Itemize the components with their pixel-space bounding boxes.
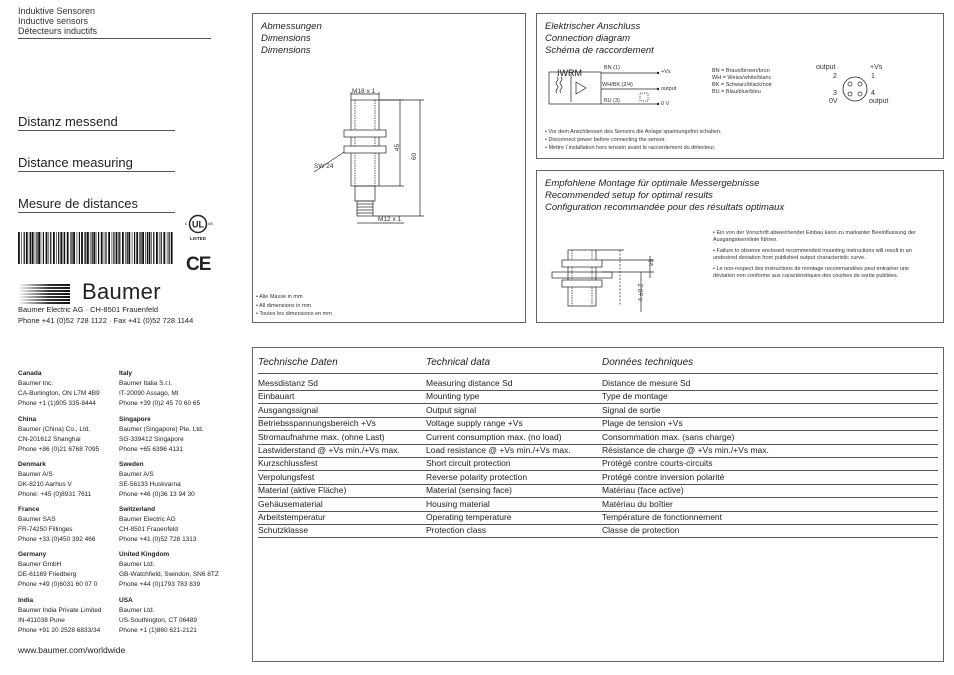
dim-note-de: • Alle Masse in mm	[256, 294, 303, 300]
office-country: Italy	[119, 370, 133, 377]
cell-de: Gehäusematerial	[258, 498, 323, 509]
table-row	[258, 484, 938, 498]
office-line: Phone +65 6396 4131	[119, 446, 184, 453]
pin-whbk: WH/BK (2/4)	[602, 82, 633, 88]
cell-fr: Matériau (face active)	[602, 485, 684, 496]
terminal-output: output	[661, 86, 677, 92]
office-usa	[119, 596, 197, 636]
conn-output-bottom: output	[869, 98, 889, 105]
office-line: SG-339412 Singapore	[119, 436, 184, 443]
cell-en: Measuring distance Sd	[426, 378, 513, 388]
cell-fr: Classe de protection	[602, 525, 680, 536]
table-row	[258, 498, 938, 512]
company-phone: Phone +41 (0)52 728 1122 · Fax +41 (0)52 728 1144	[18, 316, 194, 325]
office-country: Sweden	[119, 461, 144, 468]
barcode	[18, 232, 173, 264]
office-line: Baumer India Private Limited	[18, 607, 102, 614]
cell-de: Lastwiderstand @ +Vs min./+Vs max.	[258, 445, 400, 455]
table-row	[258, 471, 938, 485]
table-row	[258, 511, 938, 525]
office-switzerland	[119, 505, 197, 545]
listed-text: LISTED	[189, 236, 207, 241]
dim-note-fr: • Toutes les dimensions en mm	[256, 311, 332, 317]
wire-legend	[712, 68, 772, 96]
mount-dim-a: ≥9	[648, 258, 656, 267]
office-line: Baumer A/S	[119, 471, 154, 478]
office-line: Phone +44 (0)1793 783 839	[119, 581, 201, 588]
office-united-kingdom	[119, 550, 219, 590]
table-row	[258, 377, 938, 391]
length-60-label: 60	[411, 152, 419, 161]
mounting-drawing	[546, 240, 666, 315]
cell-de: Schutzklasse	[258, 525, 309, 536]
header-rule	[18, 38, 211, 39]
office-line: GB-Watchfield, Swindon, SN6 8TZ	[119, 571, 219, 578]
terminal-0v: 0 V	[661, 101, 670, 107]
table-row	[258, 444, 938, 458]
table-row	[258, 457, 938, 471]
office-country: China	[18, 416, 37, 423]
cell-en: Mounting type	[426, 391, 480, 402]
conn-p4: 4	[871, 90, 875, 97]
office-line: CN-201612 Shanghai	[18, 436, 81, 443]
office-line: CH-8501 Frauenfeld	[119, 526, 178, 533]
cell-fr: Matériau du boîtier	[602, 498, 673, 509]
cell-fr: Signal de sortie	[602, 404, 661, 415]
title-fr: Mesure de distances	[18, 196, 138, 211]
length-45-label: 45	[394, 143, 402, 152]
cell-fr: Protégé contre courts-circuits	[602, 458, 713, 469]
office-country: Denmark	[18, 461, 46, 468]
office-italy	[119, 369, 200, 409]
office-line: Baumer Ltd.	[119, 561, 155, 568]
mount-note-fr: • Le non-respect des instructions de montage recommandées peut entrainer une déviation non conforme aux caractéristiques des courbes de sortie publiées.	[713, 266, 910, 279]
office-country: India	[18, 597, 34, 604]
cell-en: Load resistance @ +Vs min./+Vs max.	[426, 445, 571, 455]
conn-note-fr: • Mettre l´installation hors tension avant le raccordement du détecteur.	[545, 145, 716, 151]
office-country: Germany	[18, 551, 47, 558]
title-en: Distance measuring	[18, 155, 133, 170]
cell-de: Arbeitstemperatur	[258, 512, 326, 522]
office-line: Baumer SAS	[18, 516, 56, 523]
office-line: Baumer (Singapore) Pte. Ltd.	[119, 426, 204, 433]
conn-p3: 3	[833, 90, 837, 97]
category-line-de: Induktive Sensoren	[18, 6, 96, 16]
office-line: DK-8210 Aarhus V	[18, 481, 72, 488]
conn-vs: +Vs	[870, 64, 883, 71]
website-link[interactable]: www.baumer.com/worldwide	[18, 645, 126, 655]
office-country: United Kingdom	[119, 551, 170, 558]
thread-top-label: M18 x 1	[352, 88, 376, 95]
legend-wh: WH = Weiss/white/blanc	[712, 75, 772, 81]
office-france	[18, 505, 96, 545]
cell-de: Betriebsspannungsbereich +Vs	[258, 418, 376, 429]
office-line: Phone +46 (0)36 13 94 30	[119, 491, 195, 498]
office-sweden	[119, 460, 195, 500]
office-india	[18, 596, 101, 636]
office-line: IN-411038 Pune	[18, 617, 65, 624]
mount-note-de: • Ein von der Vorschrift abweichender Einbau kann zu markanter Beeinflussung der Ausgangskennlinie führen.	[713, 230, 916, 243]
table-row	[258, 524, 938, 538]
cell-de: Material (aktive Fläche)	[258, 485, 347, 496]
table-row	[258, 390, 938, 404]
tech-header-de: Technische Daten	[258, 357, 338, 368]
office-line: Baumer Electric AG	[119, 516, 176, 523]
pin-bu: BU (3)	[604, 98, 620, 104]
company-address: Baumer Electric AG · CH-8501 Frauenfeld	[18, 305, 159, 314]
dimensions-notes	[256, 293, 332, 319]
category-line-fr: Détecteurs inductifs	[18, 26, 98, 36]
mounting-title-fr: Configuration recommandée pour des résultats optimaux	[545, 202, 785, 213]
legend-bu: BU = Blau/blue/bleu	[712, 89, 761, 95]
conn-note-de: • Vor dem Anschliessen des Sensors die Anlage spannungsfrei schalten.	[545, 129, 722, 135]
connection-title-de: Elektrischer Anschluss	[545, 21, 641, 32]
category-line-en: Inductive sensors	[18, 16, 89, 26]
office-canada	[18, 369, 100, 409]
cell-en: Protection class	[426, 525, 486, 536]
office-line: CA-Burlington, ON L7M 4B9	[18, 390, 100, 397]
connection-title-fr: Schéma de raccordement	[545, 45, 654, 56]
office-line: Phone +49 (0)6031 60 07 0	[18, 581, 98, 588]
tech-header-rule	[258, 373, 938, 374]
office-country: USA	[119, 597, 133, 604]
office-line: Baumer (China) Co., Ltd.	[18, 426, 91, 433]
cell-de: Stromaufnahme max. (ohne Last)	[258, 431, 385, 442]
dim-note-en: • All dimensions in mm	[256, 302, 312, 309]
dimensions-title-fr: Dimensions	[261, 45, 311, 56]
legend-bn: BN = Braun/brown/brun	[712, 68, 770, 74]
office-line: SE-56133 Huskvarna	[119, 481, 181, 488]
cell-de: Kurzschlussfest	[258, 458, 318, 469]
mounting-titles	[545, 178, 784, 214]
tech-header-en: Technical data	[426, 357, 491, 368]
cell-en: Material (sensing face)	[426, 485, 512, 496]
title-de: Distanz messend	[18, 114, 118, 129]
office-line: Phone: +45 (0)8931 7611	[18, 491, 92, 498]
office-germany	[18, 550, 97, 590]
office-country: Canada	[18, 370, 42, 377]
table-row	[258, 417, 938, 431]
office-country: Switzerland	[119, 506, 156, 513]
cell-fr: Résistance de charge @ +Vs min./+Vs max.	[602, 445, 769, 455]
cell-de: Messdistanz Sd	[258, 378, 318, 388]
mounting-title-en: Recommended setup for optimal results	[545, 190, 713, 201]
dimensions-titles	[261, 21, 322, 57]
cell-fr: Protégé contre inversion polarité	[602, 471, 725, 482]
office-line: IT-20090 Assago, MI	[119, 390, 179, 397]
mount-note-en: • Failure to observe enclosed recommended mounting instructions will result in an undesired deviation from published output characteristic curve.	[713, 248, 912, 261]
office-line: Phone +1 (1)860 621-2121	[119, 627, 197, 634]
title-fr-rule	[18, 212, 175, 213]
pin-bn: BN (1)	[604, 65, 620, 71]
title-de-rule	[18, 130, 175, 131]
cell-en: Output signal	[426, 404, 477, 415]
office-country: Singapore	[119, 416, 151, 423]
cell-en: Short circuit protection	[426, 458, 511, 469]
office-country: France	[18, 506, 40, 513]
office-line: Baumer GmbH	[18, 561, 62, 568]
office-line: Phone +39 (0)2 45 70 60 65	[119, 400, 201, 407]
cell-fr: Consommation max. (sans charge)	[602, 431, 735, 442]
dimensions-title-en: Dimensions	[261, 33, 311, 44]
tech-header-fr: Données techniques	[602, 357, 694, 368]
category-header	[18, 6, 210, 36]
svg-text:us: us	[208, 221, 213, 226]
office-line: Phone +86 (0)21 6768 7095	[18, 446, 100, 453]
cell-fr: Distance de mesure Sd	[602, 378, 691, 388]
cell-de: Ausgangssignal	[258, 404, 319, 415]
device-label: IWRM	[557, 68, 582, 78]
office-denmark	[18, 460, 91, 500]
office-line: US-Southington, CT 06489	[119, 617, 197, 624]
table-row	[258, 431, 938, 445]
conn-0v: 0V	[829, 98, 838, 105]
conn-note-en: • Disconnect power before connecting the sensor.	[545, 137, 666, 143]
cell-en: Housing material	[426, 498, 490, 509]
cell-fr: Température de fonctionnement	[602, 512, 723, 522]
office-line: DE-61169 Friedberg	[18, 571, 77, 578]
ul-text: UL	[192, 219, 204, 230]
cell-en: Operating temperature	[426, 512, 512, 522]
cell-fr: Plage de tension +Vs	[602, 418, 683, 429]
dimensions-title-de: Abmessungen	[261, 21, 322, 32]
connection-notes	[545, 128, 722, 152]
office-line: FR-74250 Fillinges	[18, 526, 73, 533]
connection-titles	[545, 21, 654, 57]
cell-en: Current consumption max. (no load)	[426, 431, 562, 442]
mounting-notes	[713, 230, 923, 280]
conn-output-top: output	[816, 64, 836, 71]
mounting-title-de: Empfohlene Montage für optimale Messergebnisse	[545, 178, 760, 189]
ul-listed-mark	[182, 213, 216, 243]
logo-text: Baumer	[82, 279, 161, 304]
connection-title-en: Connection diagram	[545, 33, 631, 44]
cell-en: Reverse polarity protection	[426, 471, 528, 482]
office-line: Baumer Inc.	[18, 380, 54, 387]
office-line: Baumer Ltd.	[119, 607, 155, 614]
cell-fr: Type de montage	[602, 391, 668, 402]
cell-de: Einbauart	[258, 391, 295, 402]
office-china	[18, 415, 99, 455]
title-en-rule	[18, 171, 175, 172]
office-line: Phone +33 (0)450 392 466	[18, 536, 96, 543]
office-line: Phone +1 (1)905 335-8444	[18, 400, 96, 407]
office-line: Baumer Italia S.r.l.	[119, 380, 173, 387]
conn-p1: 1	[871, 73, 875, 80]
legend-bk: BK = Schwarz/black/noir	[712, 82, 772, 88]
connector-pinout	[840, 74, 870, 104]
office-line: Phone +91 20 2528 6833/34	[18, 627, 101, 634]
office-line: Baumer A/S	[18, 471, 53, 478]
terminal-vs: +Vs	[661, 69, 671, 75]
mount-dim-b: 4 ±0.2	[637, 283, 645, 302]
wrench-label: SW 24	[314, 163, 334, 170]
svg-text:c: c	[185, 221, 188, 226]
office-line: Phone +41 (0)52 728 1313	[119, 536, 197, 543]
ce-mark: CE	[186, 254, 211, 275]
office-singapore	[119, 415, 204, 455]
baumer-logo	[18, 279, 168, 305]
thread-bottom-label: M12 x 1	[378, 216, 402, 223]
table-row	[258, 404, 938, 418]
conn-p2: 2	[833, 73, 837, 80]
cell-en: Voltage supply range +Vs	[426, 418, 523, 429]
cell-de: Verpolungsfest	[258, 471, 315, 482]
